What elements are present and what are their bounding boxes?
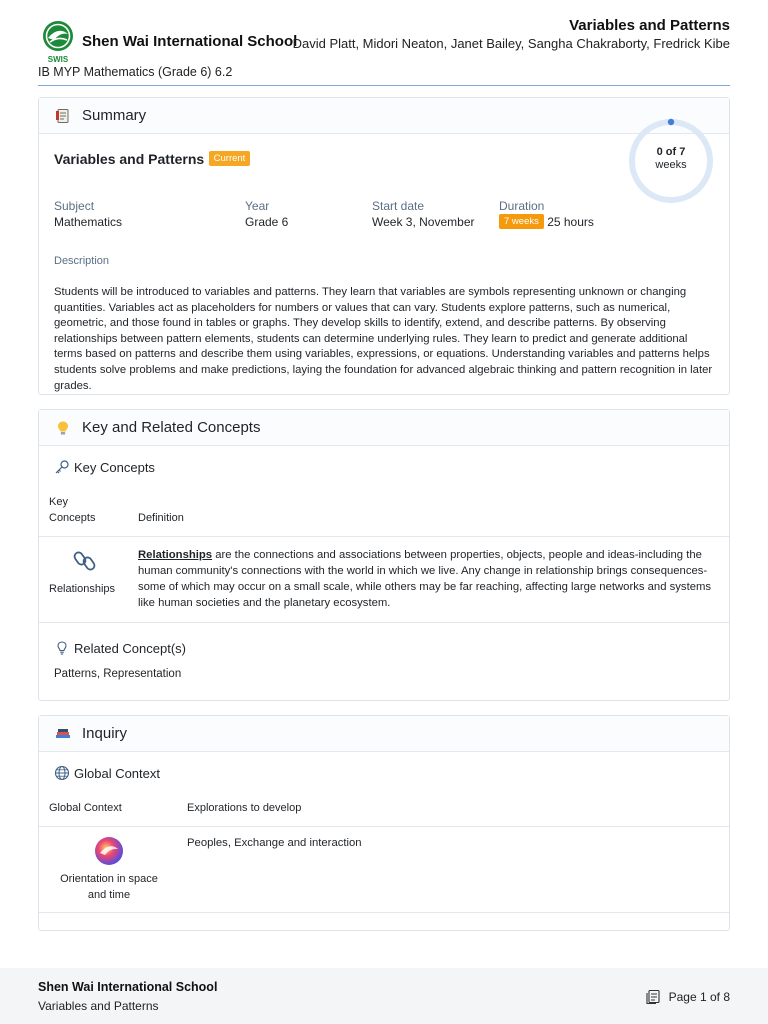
description-text: Students will be introduced to variables and patterns. They learn that variables are symbols representing unknown or changing quantities. Variables act as placeholders for numbers or values that can vary. Students explore patterns, such as numerical, geometric, and those found in tables or graphs. They develop skills to identify, extend, and describe patterns. By observing relationships between pattern elements, students can determine underlying rules. They learn to predict and generate additional terms based on patterns and describe them using variables, expressions, or equations. Understanding variables and patterns helps students solve problems and make predictions, laying the foundation for advanced algebraic thinking and pattern recognition in later grades. [54,286,713,392]
page-footer [0,968,768,1024]
start-date-label: Start date [372,199,425,213]
key-concept-definition [138,547,718,611]
key-concept-name: Relationships [49,583,116,595]
subject-value: Mathematics [54,215,123,229]
books-icon [55,726,71,742]
global-context-title: Global Context [74,765,160,781]
school-name: Shen Wai International School [82,33,298,50]
global-context-title-row [54,765,160,781]
duration-weeks-badge: 7 weeks [499,214,544,229]
progress-indicator [668,119,674,125]
summary-title-row [54,150,250,168]
authors: David Platt, Midori Neaton, Janet Bailey, Sangha Chakraborty, Fredrick Kibe [292,36,730,51]
footer-unit-title: Variables and Patterns [38,999,159,1013]
page-indicator [645,989,730,1005]
footer-school-name: Shen Wai International School [38,980,218,994]
progress-text [628,146,714,172]
context-name-line1: Orientation in space [60,873,158,885]
year-value: Grade 6 [245,215,289,229]
row-divider [39,622,729,623]
concepts-card [38,409,730,701]
page-number: Page 1 of 8 [668,990,730,1004]
logo-text: SWIS [47,55,69,64]
start-date-value: Week 3, November [372,215,475,229]
progress-unit: weeks [655,159,687,171]
table-divider [39,826,729,827]
key-concept-term: Relationships [138,549,213,561]
course-name: IB MYP Mathematics (Grade 6) 6.2 [38,65,233,79]
related-concepts-title: Related Concept(s) [74,640,186,656]
context-name [49,871,169,903]
status-badge: Current [209,151,251,166]
link-chain-icon [73,549,97,573]
column-global-context: Global Context [49,802,122,814]
globe-icon [54,765,70,781]
pages-icon [645,989,661,1005]
inquiry-heading: Inquiry [82,725,128,742]
summary-heading: Summary [82,107,147,124]
concepts-heading: Key and Related Concepts [82,419,261,436]
orientation-context-icon [94,836,124,866]
duration-row [499,214,594,229]
school-logo-icon [42,20,74,64]
key-concepts-title: Key Concepts [74,459,155,475]
column-key-concepts-line1: Key [49,496,68,508]
unit-title: Variables and Patterns [569,17,730,34]
related-concepts-value: Patterns, Representation [54,668,182,680]
summary-card [38,97,730,395]
summary-title: Variables and Patterns [54,150,205,167]
summary-document-icon [55,108,71,124]
summary-header [39,98,729,134]
page-header [38,14,730,86]
progress-label: 0 of 7 [656,146,686,158]
row-divider [39,912,729,913]
column-definition: Definition [138,512,184,524]
year-label: Year [245,199,270,213]
related-bulb-icon [54,640,70,656]
duration-hours: 25 hours [547,214,594,229]
lightbulb-icon [55,420,71,436]
key-icon [54,459,70,475]
table-divider [39,536,729,537]
column-explorations: Explorations to develop [187,802,302,814]
context-name-line2: and time [87,889,131,901]
key-concept-definition-text: are the connections and associations between properties, objects, people and ideas-including the human community's connections with the world in which we live. Any change in relationship brings consequences-some of which may occur on a small scale, while others may be far reaching, affecting large networks and systems like human societies and the planetary ecosystem. [138,549,712,609]
column-key-concepts-line2: Concepts [49,512,96,524]
column-key-concepts [49,494,95,526]
explorations-value: Peoples, Exchange and interaction [187,837,362,849]
duration-label: Duration [499,199,545,213]
concepts-header [39,410,729,446]
related-concepts-title-row [54,640,186,656]
description-label: Description [54,255,110,267]
inquiry-header [39,716,729,752]
subject-label: Subject [54,199,95,213]
inquiry-card [38,715,730,931]
key-concepts-title-row [54,459,155,475]
